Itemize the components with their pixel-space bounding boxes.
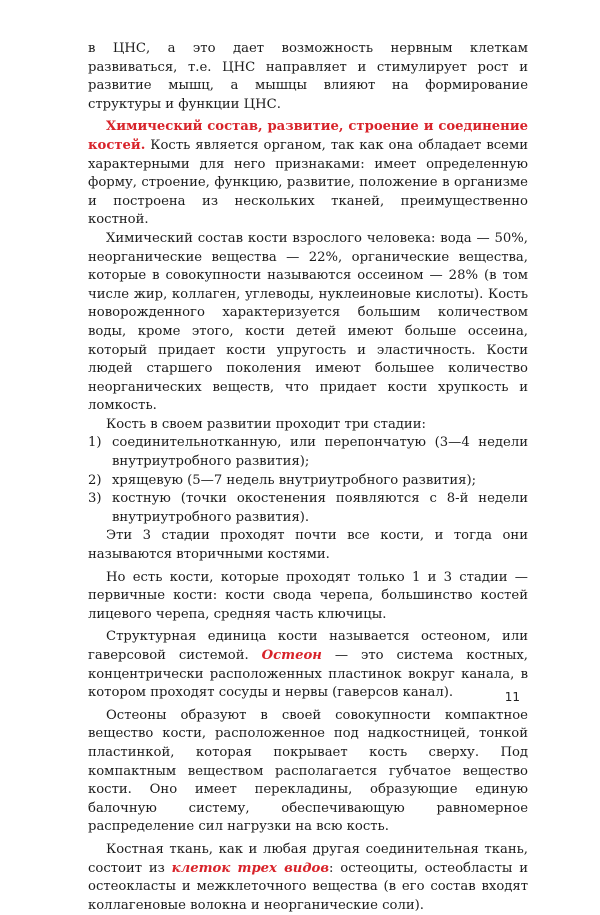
section-heading-bones: Химический состав, развитие, строение и соединение костей. [88, 119, 528, 153]
list-text: хрящевую (5—7 недель внутриутробного развития); [112, 472, 477, 488]
list-number: 1) [88, 435, 102, 451]
paragraph-bone-intro-text: Кость является органом, так как она обладает всеми характерными для него признаками: имеет определенную форму, строение, функцию, развитие, положение в организме и построена из нескольких тканей, преимущественно костной. [88, 137, 528, 228]
list-number: 2) [88, 472, 102, 488]
cells-text-end: : остеоциты, остеобласты и остеокласты и межклеточного вещества (в его состав входят коллагеновые волокна и неорганические соли). [88, 860, 528, 913]
cells-term: клеток трех видов [171, 860, 329, 876]
paragraph-compact-substance: Остеоны образуют в своей совокупности компактное вещество кости, расположенное под надкостницей, тонкой пластинкой, которая покрывает кость сверху. Под компактным веществом располагается губчатое вещество кости. Оно имеет перекладины, образующие единую балочную систему, обеспечивающую равномерное распределение сил нагрузки на всю кость. [88, 707, 528, 835]
list-item-stage-3 [88, 490, 528, 527]
osteon-text-end: — это система костных, концентрически расположенных пластинок вокруг канала, в котором проходят сосуды и нервы (гаверсов канал). [88, 648, 528, 701]
body-text [88, 40, 528, 915]
paragraph-primary-bones: Но есть кости, которые проходят только 1 и 3 стадии — первичные кости: кости свода черепа, большинство костей лицевого черепа, средняя часть ключицы. [88, 569, 528, 622]
paragraph-bone-cells [88, 841, 528, 915]
osteon-text-start: Структурная единица кости называется остеоном, или гаверсовой системой. [88, 629, 528, 663]
list-item-stage-1 [88, 434, 528, 471]
paragraph-chemical-composition: Химический состав кости взрослого человека: вода — 50%, неорганические вещества — 22%, органические вещества, которые в совокупности называются оссеином — 28% (в том числе жир, коллаген, углеводы, нуклеиновые кислоты). Кость новорожденного характеризуется большим количеством воды, кроме этого, кости детей имеют больше оссеина, который придает кости упругость и эластичность. Кости людей старшего поколения имеют большее количество неорганических веществ, что придает кости хрупкость и ломкость. [88, 230, 528, 414]
cells-text-start: Костная ткань, как и любая другая соединительная ткань, состоит из [88, 841, 528, 876]
paragraph-secondary-bones: Эти 3 стадии проходят почти все кости, и тогда они называются вторичными костями. [88, 528, 528, 563]
paragraph-osteon [88, 628, 528, 702]
paragraph-stages-intro: Кость в своем развитии проходит три стадии: [106, 416, 426, 432]
paragraph-cns: в ЦНС, а это дает возможность нервным клеткам развиваться, т.е. ЦНС направляет и стимулирует рост и развитие мышц, а мышцы влияют на формирование структуры и функции ЦНС. [88, 41, 528, 112]
list-number: 3) [88, 491, 102, 507]
osteon-term: Остеон [261, 648, 322, 663]
list-text: соединительнотканную, или перепончатую (3—4 недели внутриутробного развития); [112, 435, 528, 470]
list-item-stage-2 [88, 472, 528, 491]
paragraph-bone-intro [88, 118, 528, 230]
list-text: костную (точки окостенения появляются с 8-й недели внутриутробного развития). [112, 491, 528, 525]
page-number: 11 [504, 690, 520, 704]
